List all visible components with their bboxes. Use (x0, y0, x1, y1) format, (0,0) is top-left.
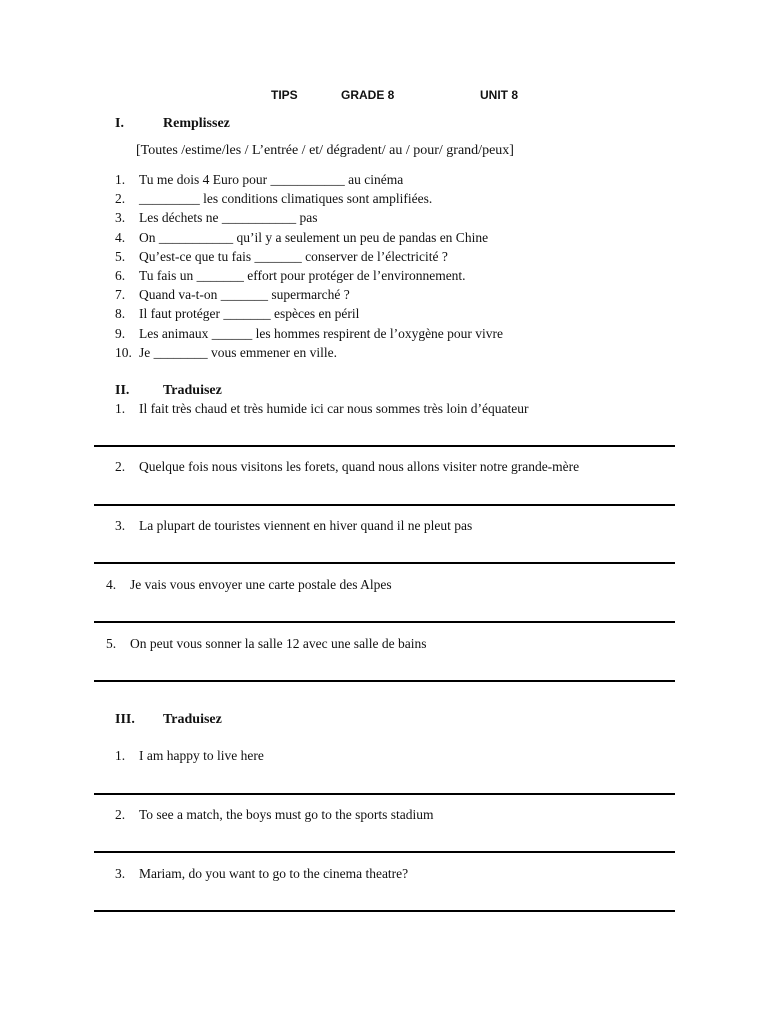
s2-item-2-num: 2. (115, 459, 126, 474)
header-grade: GRADE 8 (341, 88, 395, 102)
s2-item-3-num: 3. (115, 518, 126, 533)
s1-item-1-num: 1. (115, 172, 126, 187)
answer-line (94, 851, 675, 853)
s1-item-9-num: 9. (115, 326, 126, 341)
s2-item-1-num: 1. (115, 401, 126, 416)
s1-item-5-num: 5. (115, 249, 126, 264)
answer-line (94, 504, 675, 506)
s1-item-10-num: 10. (115, 345, 132, 360)
s1-item-3-num: 3. (115, 210, 126, 225)
s1-item-4-num: 4. (115, 230, 126, 245)
answer-line (94, 445, 675, 447)
s1-item-6-num: 6. (115, 268, 126, 283)
s2-item-3-text: La plupart de touristes viennent en hiver quand il ne pleut pas (139, 518, 473, 533)
s1-item-5-text: Qu’est-ce que tu fais _______ conserver de l’électricité ? (139, 249, 448, 264)
s1-item-10-text: Je ________ vous emmener en ville. (139, 345, 337, 360)
s2-item-4-text: Je vais vous envoyer une carte postale des Alpes (130, 577, 392, 592)
answer-line (94, 680, 675, 682)
s1-item-1-text: Tu me dois 4 Euro pour ___________ au cinéma (139, 172, 404, 187)
section3-title: Traduisez (163, 712, 222, 727)
answer-line (94, 910, 675, 912)
s3-item-1-text: I am happy to live here (139, 748, 264, 763)
s3-item-1-num: 1. (115, 748, 126, 763)
answer-line (94, 562, 675, 564)
s1-item-8-text: Il faut protéger _______ espèces en péril (139, 306, 360, 321)
word-bank: [Toutes /estime/les / L’entrée / et/ dégradent/ au / pour/ grand/peux] (136, 143, 514, 158)
s1-item-6-text: Tu fais un _______ effort pour protéger de l’environnement. (139, 268, 466, 283)
section1-title: Remplissez (163, 116, 230, 131)
s2-item-5-text: On peut vous sonner la salle 12 avec une salle de bains (130, 636, 427, 651)
section1-numeral: I. (115, 116, 124, 131)
s3-item-2-text: To see a match, the boys must go to the sports stadium (139, 807, 434, 822)
s2-item-1-text: Il fait très chaud et très humide ici car nous sommes très loin d’équateur (139, 401, 529, 416)
s1-item-3-text: Les déchets ne ___________ pas (139, 210, 318, 225)
section2-numeral: II. (115, 383, 130, 398)
answer-line (94, 621, 675, 623)
s2-item-5-num: 5. (106, 636, 117, 651)
s2-item-4-num: 4. (106, 577, 117, 592)
s1-item-4-text: On ___________ qu’il y a seulement un peu de pandas en Chine (139, 230, 489, 245)
s1-item-2-num: 2. (115, 191, 126, 206)
s1-item-7-num: 7. (115, 287, 126, 302)
s2-item-2-text: Quelque fois nous visitons les forets, quand nous allons visiter notre grande-mère (139, 459, 580, 474)
s1-item-2-text: _________ les conditions climatiques sont amplifiées. (139, 191, 433, 206)
header-unit: UNIT 8 (480, 88, 519, 102)
s1-item-9-text: Les animaux ______ les hommes respirent de l’oxygène pour vivre (139, 326, 504, 341)
header-tips: TIPS (271, 88, 298, 102)
s3-item-3-text: Mariam, do you want to go to the cinema theatre? (139, 866, 409, 881)
s3-item-2-num: 2. (115, 807, 126, 822)
answer-line (94, 793, 675, 795)
s1-item-8-num: 8. (115, 306, 126, 321)
s3-item-3-num: 3. (115, 866, 126, 881)
section2-title: Traduisez (163, 383, 222, 398)
section3-numeral: III. (115, 712, 135, 727)
s1-item-7-text: Quand va-t-on _______ supermarché ? (139, 287, 350, 302)
